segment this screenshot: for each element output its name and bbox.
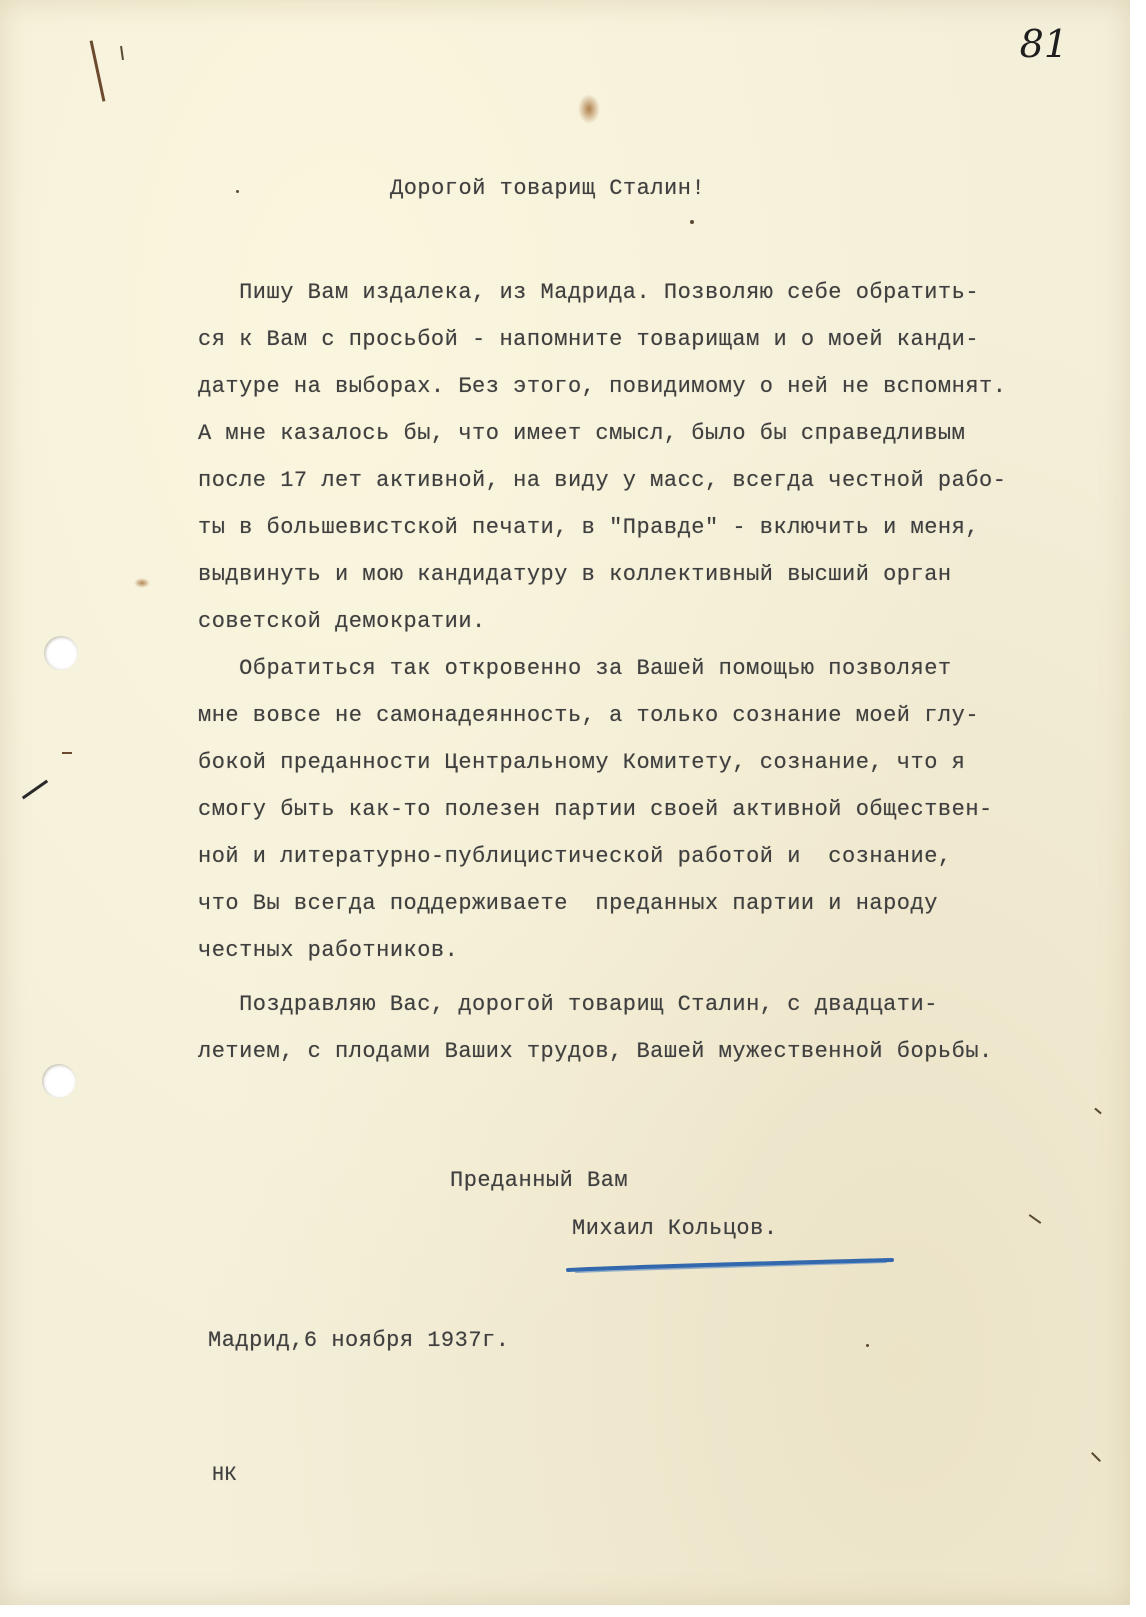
body-line: Обратиться так откровенно за Вашей помощью позволяет <box>198 656 952 681</box>
body-line: датуре на выборах. Без этого, повидимому о ней не вспомнят. <box>198 374 1007 399</box>
closing-phrase: Преданный Вам <box>450 1168 629 1193</box>
body-line: ты в большевистской печати, в "Правде" - включить и меня, <box>198 515 980 540</box>
typist-initials: НК <box>212 1464 238 1487</box>
body-line: после 17 лет активной, на виду у масс, всегда честной рабо- <box>198 468 1007 493</box>
body-line: честных работников. <box>198 938 459 963</box>
body-line: ной и литературно-публицистической работой и сознание, <box>198 844 952 869</box>
body-line: Поздравляю Вас, дорогой товарищ Сталин, с двадцати- <box>198 992 938 1017</box>
rust-stain-small <box>134 578 150 588</box>
speck <box>690 220 694 224</box>
ink-mark-top-left <box>90 40 106 101</box>
speck <box>1029 1214 1042 1224</box>
body-line: что Вы всегда поддерживаете преданных партии и народу <box>198 891 938 916</box>
page-number: 81 <box>1019 22 1068 66</box>
speck <box>1091 1452 1101 1462</box>
body-line: летием, с плодами Ваших трудов, Вашей мужественной борьбы. <box>198 1039 993 1064</box>
body-line: Пишу Вам издалека, из Мадрида. Позволяю себе обратить- <box>198 280 980 305</box>
signature-underline <box>566 1252 896 1280</box>
speck <box>236 190 239 193</box>
ink-dot-left-margin <box>62 752 72 754</box>
rust-stain <box>578 94 600 124</box>
speck <box>1094 1108 1101 1115</box>
body-line: бокой преданности Центральному Комитету, сознание, что я <box>198 750 966 775</box>
body-line: мне вовсе не самонадеянность, а только сознание моей глу- <box>198 703 980 728</box>
body-line: А мне казалось бы, что имеет смысл, было бы справедливым <box>198 421 966 446</box>
ink-mark-left-margin <box>22 780 48 800</box>
body-line: выдвинуть и мою кандидатуру в коллективный высший орган <box>198 562 952 587</box>
ink-mark-top-left-small <box>120 46 124 60</box>
body-line: советской демократии. <box>198 609 486 634</box>
place-and-date: Мадрид,6 ноября 1937г. <box>208 1328 510 1353</box>
greeting: Дорогой товарищ Сталин! <box>390 176 706 201</box>
punch-hole-lower <box>42 1064 76 1098</box>
speck <box>866 1344 869 1347</box>
signature-name: Михаил Кольцов. <box>572 1216 778 1241</box>
punch-hole-upper <box>44 636 78 670</box>
body-line: ся к Вам с просьбой - напомните товарищам и о моей канди- <box>198 327 980 352</box>
body-line: смогу быть как-то полезен партии своей активной обществен- <box>198 797 993 822</box>
